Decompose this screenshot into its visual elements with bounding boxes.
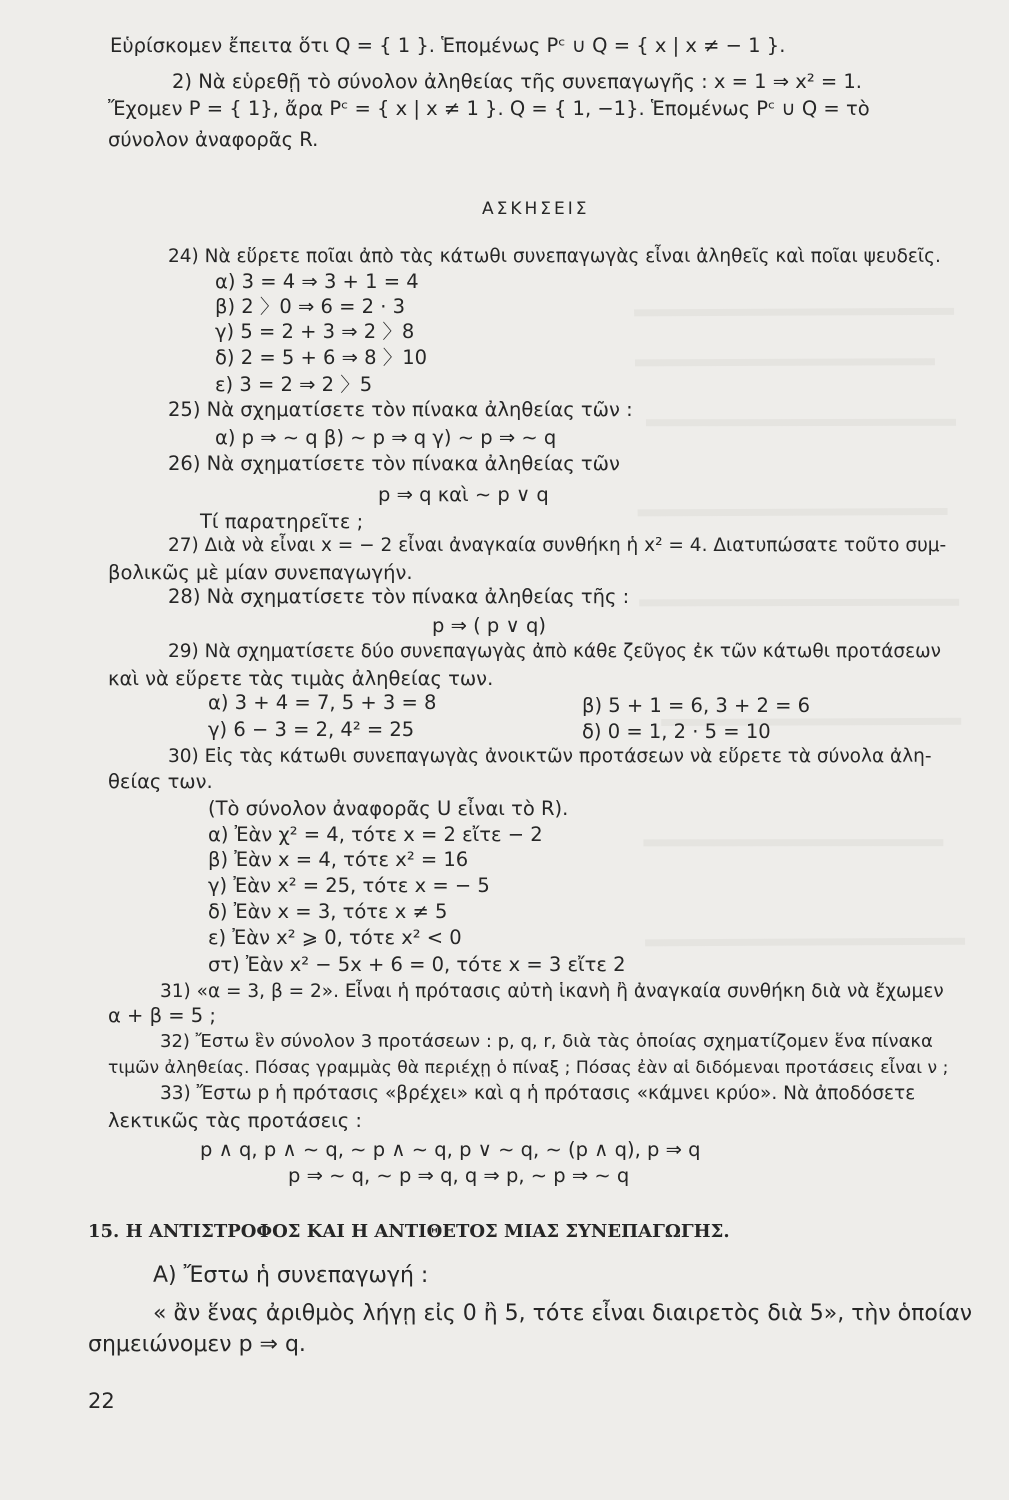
exercise-25-items: α) p ⇒ ∼ q β) ∼ p ⇒ q γ) ∼ p ⇒ ∼ q bbox=[215, 426, 557, 449]
exercise-25: 25) Νὰ σχηματίσετε τὸν πίνακα ἀληθείας τῶν : bbox=[168, 398, 633, 421]
exercise-28-formula: p ⇒ ( p ∨ q) bbox=[432, 614, 546, 637]
intro-line-1: Εὑρίσκομεν ἔπειτα ὅτι Q = { 1 }. Ἑπομένως Pᶜ ∪ Q = { x | x ≠ − 1 }. bbox=[110, 34, 786, 57]
section-15-line-1: Α) Ἔστω ἡ συνεπαγωγή : bbox=[153, 1263, 429, 1288]
exercise-33-formulas-2: p ⇒ ∼ q, ∼ p ⇒ q, q ⇒ p, ∼ p ⇒ ∼ q bbox=[288, 1164, 630, 1187]
exercise-29-b: β) 5 + 1 = 6, 3 + 2 = 6 bbox=[582, 694, 811, 717]
exercise-31-cont: α + β = 5 ; bbox=[108, 1004, 216, 1027]
section-15-heading: 15. Η ΑΝΤΙΣΤΡΟΦΟΣ ΚΑΙ Η ΑΝΤΙΘΕΤΟΣ ΜΙΑΣ ΣΥΝΕΠΑΓΩΓΗΣ. bbox=[88, 1221, 730, 1242]
exercise-24-e: ε) 3 = 2 ⇒ 2 〉5 bbox=[215, 373, 373, 396]
section-title: ΑΣΚΗΣΕΙΣ bbox=[482, 199, 590, 219]
exercise-24-a: α) 3 = 4 ⇒ 3 + 1 = 4 bbox=[215, 270, 419, 293]
exercise-27: 27) Διὰ νὰ εἶναι x = − 2 εἶναι ἀναγκαία συνθήκη ἡ x² = 4. Διατυπώσατε τοῦτο συμ- bbox=[168, 535, 947, 556]
section-15-line-2: « ἂν ἕνας ἀριθμὸς λήγῃ εἰς 0 ἢ 5, τότε εἶναι διαιρετὸς διὰ 5», τὴν ὁποίαν bbox=[153, 1301, 973, 1326]
exercise-30-cont: θείας των. bbox=[108, 770, 213, 793]
exercise-24-c: γ) 5 = 2 + 3 ⇒ 2 〉8 bbox=[215, 320, 415, 343]
exercise-24-b: β) 2 〉0 ⇒ 6 = 2 · 3 bbox=[215, 295, 406, 318]
exercise-28: 28) Νὰ σχηματίσετε τὸν πίνακα ἀληθείας τῆς : bbox=[168, 585, 630, 608]
intro-line-4: σύνολον ἀναφορᾶς R. bbox=[108, 128, 319, 151]
exercise-27-cont: βολικῶς μὲ μίαν συνεπαγωγήν. bbox=[108, 561, 413, 584]
exercise-30-c: γ) Ἐὰν x² = 25, τότε x = − 5 bbox=[208, 874, 490, 897]
exercise-29-cont: καὶ νὰ εὕρετε τὰς τιμὰς ἀληθείας των. bbox=[108, 667, 494, 690]
exercise-30-a: α) Ἐὰν χ² = 4, τότε x = 2 εἴτε − 2 bbox=[208, 823, 543, 846]
exercise-30-b: β) Ἐὰν x = 4, τότε x² = 16 bbox=[208, 848, 469, 871]
exercise-29: 29) Νὰ σχηματίσετε δύο συνεπαγωγὰς ἀπὸ κάθε ζεῦγος ἐκ τῶν κάτωθι προτάσεων bbox=[168, 641, 941, 662]
exercise-30-d: δ) Ἐὰν x = 3, τότε x ≠ 5 bbox=[208, 900, 448, 923]
exercise-30-reference-set: (Τὸ σύνολον ἀναφορᾶς U εἶναι τὸ R). bbox=[208, 797, 569, 820]
exercise-31: 31) «α = 3, β = 2». Εἶναι ἡ πρότασις αὐτὴ ἱκανὴ ἢ ἀναγκαία συνθήκη διὰ νὰ ἔχωμεν bbox=[160, 981, 944, 1002]
exercise-29-a: α) 3 + 4 = 7, 5 + 3 = 8 bbox=[208, 691, 437, 714]
exercise-33-formulas-1: p ∧ q, p ∧ ∼ q, ∼ p ∧ ∼ q, p ∨ ∼ q, ∼ (p ∧ q), p ⇒ q bbox=[200, 1138, 701, 1161]
exercise-30: 30) Εἰς τὰς κάτωθι συνεπαγωγὰς ἀνοικτῶν προτάσεων νὰ εὕρετε τὰ σύνολα ἀλη- bbox=[168, 746, 932, 767]
section-15-line-3: σημειώνομεν p ⇒ q. bbox=[88, 1332, 306, 1357]
exercise-26-formula: p ⇒ q καὶ ∼ p ∨ q bbox=[378, 483, 549, 506]
exercise-32: 32) Ἔστω ἓν σύνολον 3 προτάσεων : p, q, r, διὰ τὰς ὁποίας σχηματίζομεν ἕνα πίνακα bbox=[160, 1031, 933, 1052]
exercise-29-d: δ) 0 = 1, 2 · 5 = 10 bbox=[582, 720, 771, 743]
exercise-26-question: Τί παρατηρεῖτε ; bbox=[200, 510, 364, 533]
intro-line-3: Ἔχομεν P = { 1}, ἄρα Pᶜ = { x | x ≠ 1 }. Q = { 1, −1}. Ἑπομένως Pᶜ ∪ Q = τὸ bbox=[108, 97, 870, 120]
exercise-29-c: γ) 6 − 3 = 2, 4² = 25 bbox=[208, 718, 415, 741]
exercise-33: 33) Ἔστω p ἡ πρότασις «βρέχει» καὶ q ἡ πρότασις «κάμνει κρύο». Νὰ ἀποδόσετε bbox=[160, 1083, 916, 1104]
exercise-30-f: στ) Ἐὰν x² − 5x + 6 = 0, τότε x = 3 εἴτε 2 bbox=[208, 953, 626, 976]
exercise-24: 24) Νὰ εὕρετε ποῖαι ἀπὸ τὰς κάτωθι συνεπαγωγὰς εἶναι ἀληθεῖς καὶ ποῖαι ψευδεῖς. bbox=[168, 246, 941, 267]
page-number: 22 bbox=[88, 1389, 115, 1413]
intro-line-2: 2) Νὰ εὑρεθῇ τὸ σύνολον ἀληθείας τῆς συνεπαγωγῆς : x = 1 ⇒ x² = 1. bbox=[172, 70, 863, 93]
exercise-33-cont: λεκτικῶς τὰς προτάσεις : bbox=[108, 1109, 362, 1132]
exercise-30-e: ε) Ἐὰν x² ⩾ 0, τότε x² < 0 bbox=[208, 926, 462, 949]
exercise-26: 26) Νὰ σχηματίσετε τὸν πίνακα ἀληθείας τῶν bbox=[168, 452, 620, 475]
exercise-32-cont: τιμῶν ἀληθείας. Πόσας γραμμὰς θὰ περιέχῃ ὁ πίναξ ; Πόσας ἐὰν αἱ διδόμεναι προτάσεις εἶναι ν ; bbox=[108, 1058, 949, 1078]
exercise-24-d: δ) 2 = 5 + 6 ⇒ 8 〉10 bbox=[215, 346, 428, 369]
